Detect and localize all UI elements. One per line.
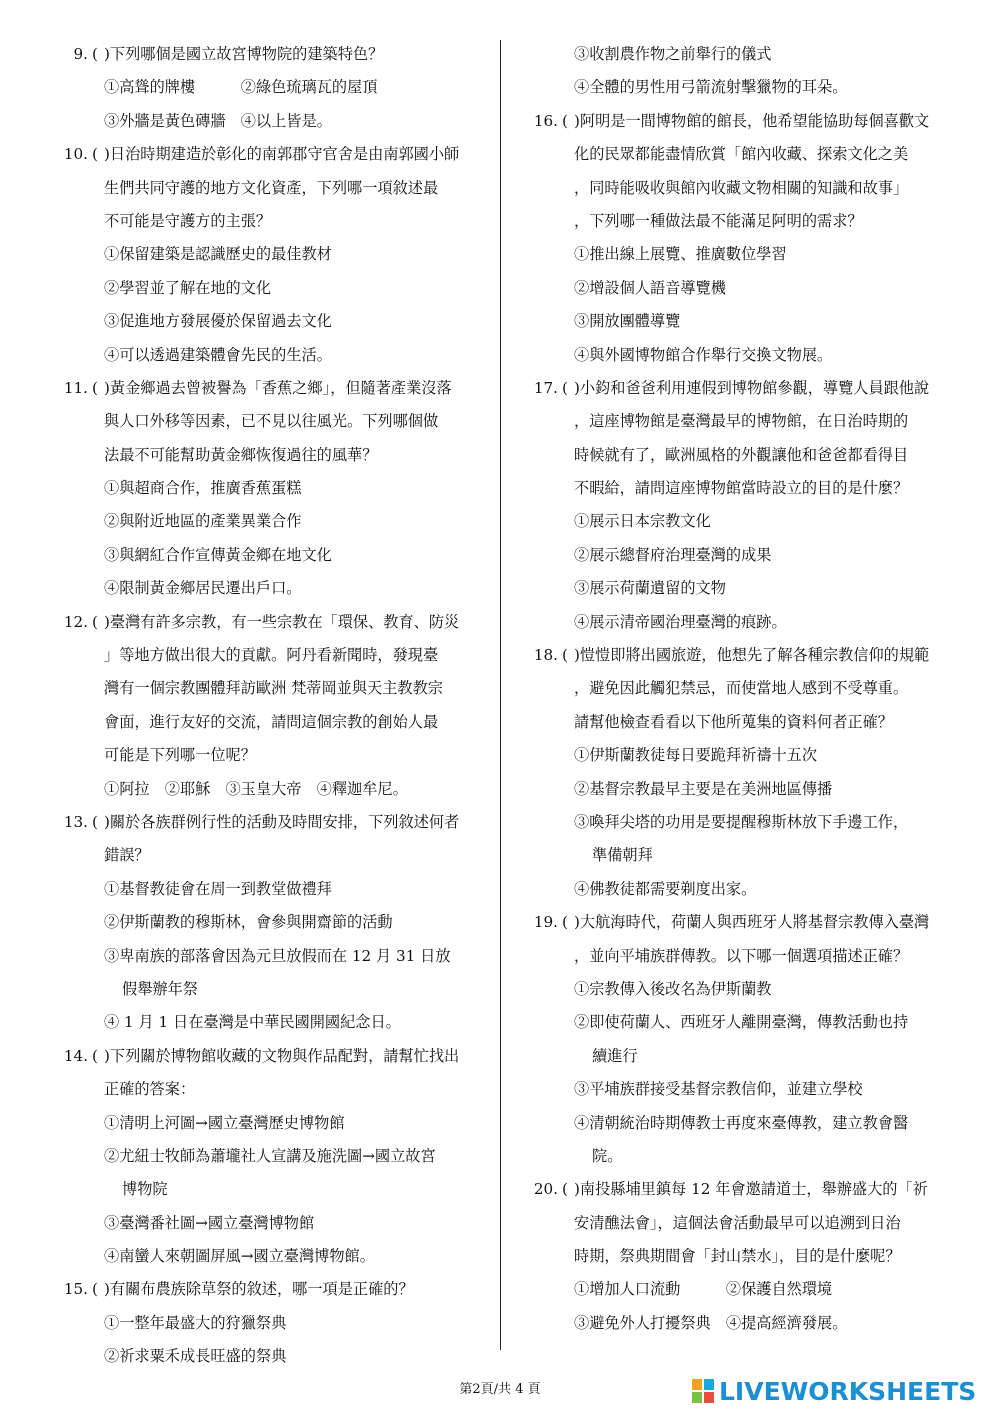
line-text: ④清朝統治時期傳教士再度來臺傳教，建立教會醫 [574, 1113, 909, 1132]
text-line [510, 706, 960, 739]
text-line [510, 1073, 960, 1106]
left-column [40, 38, 492, 1374]
answer-blank[interactable]: ( [562, 913, 568, 932]
line-text: ③平埔族群接受基督宗教信仰，並建立學校 [574, 1080, 863, 1099]
question-line [510, 1173, 960, 1206]
answer-blank[interactable]: ( [562, 378, 568, 397]
text-line [510, 773, 960, 806]
question-number-label: 20. [533, 1180, 558, 1199]
line-text: ②展示總督府治理臺灣的成果 [574, 545, 772, 564]
text-line [40, 739, 492, 772]
line-text: ③展示荷蘭遺留的文物 [574, 579, 726, 598]
text-line [510, 539, 960, 572]
column-divider [500, 40, 501, 1350]
text-line [510, 505, 960, 538]
text-line [40, 940, 492, 973]
text-line [40, 205, 492, 238]
text-line [40, 105, 492, 138]
answer-blank[interactable]: ( [562, 646, 568, 665]
question-number [40, 806, 104, 839]
text-line [510, 1006, 960, 1039]
text-line [510, 1107, 960, 1140]
text-line [510, 940, 960, 973]
text-line [510, 38, 960, 71]
line-text: ①一整年最盛大的狩獵祭典 [104, 1313, 287, 1332]
text-line [510, 1140, 960, 1173]
line-text: ③促進地方發展優於保留過去文化 [104, 312, 332, 331]
question-line [40, 806, 492, 839]
line-text: 不可能是守護方的主張？ [104, 211, 272, 230]
text-line [510, 973, 960, 1006]
text-line [510, 572, 960, 605]
text-line [510, 839, 960, 872]
line-text: 安清醮法會」，這個法會活動最早可以追溯到日治 [574, 1213, 901, 1232]
text-line [40, 1307, 492, 1340]
text-line [510, 439, 960, 472]
line-text: ，下列哪一種做法最不能滿足阿明的需求？ [574, 211, 863, 230]
question-line [510, 639, 960, 672]
page-number: 第2頁/共 4 頁 [459, 1382, 541, 1397]
line-text: ①伊斯蘭教徒每日要跪拜祈禱十五次 [574, 746, 817, 765]
line-text: 博物院 [122, 1180, 168, 1199]
line-text: 不暇給，請問這座博物館當時設立的目的是什麼？ [574, 479, 909, 498]
answer-blank[interactable]: ( [562, 1180, 568, 1199]
line-text: ②增設個人語音導覽機 [574, 278, 726, 297]
text-line [40, 639, 492, 672]
question-number-label: 12. [63, 612, 88, 631]
line-text: 化的民眾都能盡情欣賞「館內收藏、探索文化之美 [574, 145, 909, 164]
question-number-label: 11. [63, 378, 88, 397]
question-line [40, 38, 492, 71]
line-text: ②基督宗教最早主要是在美洲地區傳播 [574, 779, 833, 798]
line-text: ④展示清帝國治理臺灣的痕跡。 [574, 612, 787, 631]
text-line [40, 873, 492, 906]
question-text: )下列哪個是國立故宮博物院的建築特色？ [104, 45, 384, 63]
question-line [40, 138, 492, 171]
question-line [40, 1273, 492, 1306]
line-text: 假舉辦年祭 [122, 979, 198, 998]
line-text: 」等地方做出很大的貢獻。阿丹看新聞時，發現臺 [104, 646, 439, 665]
line-text: 時候就有了，歐洲風格的外觀讓他和爸爸都看得目 [574, 445, 909, 464]
line-text: ④南蠻人來朝圖屏風→國立臺灣博物館。 [104, 1247, 375, 1266]
question-number [40, 1273, 104, 1306]
text-line [510, 1307, 960, 1340]
text-line [40, 839, 492, 872]
answer-blank[interactable]: ( [92, 812, 98, 831]
text-line [40, 706, 492, 739]
question-number-label: 14. [63, 1046, 88, 1065]
line-text: ①保留建築是認識歷史的最佳教材 [104, 245, 332, 264]
text-line [510, 138, 960, 171]
text-line [40, 238, 492, 271]
line-text: ④佛教徒都需要剃度出家。 [574, 879, 757, 898]
line-text: ②學習並了解在地的文化 [104, 278, 272, 297]
line-text: ①推出線上展覽、推廣數位學習 [574, 245, 787, 264]
question-line [40, 1040, 492, 1073]
question-number-label: 10. [63, 145, 88, 164]
question-number [510, 906, 574, 939]
text-line [510, 1273, 960, 1306]
question-line [510, 105, 960, 138]
line-text: ②與附近地區的產業異業合作 [104, 512, 302, 531]
text-line [40, 1173, 492, 1206]
question-number [510, 1173, 574, 1206]
question-number [40, 138, 104, 171]
text-line [40, 405, 492, 438]
text-line [40, 472, 492, 505]
text-line [510, 71, 960, 104]
question-number-label: 16. [533, 111, 558, 130]
text-line [510, 405, 960, 438]
text-line [40, 1073, 492, 1106]
question-text: )南投縣埔里鎮每 12 年會邀請道士，舉辦盛大的「祈 [574, 1180, 928, 1199]
answer-blank[interactable]: ( [92, 45, 98, 63]
question-number-label: 19. [533, 913, 558, 932]
line-text: ③外牆是黃色磚牆 ④以上皆是。 [104, 111, 332, 130]
logo-text: LIVEWORKSHEETS [719, 1376, 977, 1406]
question-text: )有關布農族除草祭的敘述，哪一項是正確的？ [104, 1280, 414, 1299]
liveworksheets-logo [692, 1375, 976, 1407]
line-text: ③開放團體導覽 [574, 312, 681, 331]
line-text: ②尤紐士牧師為蕭壠社人宣講及施洗圖→國立故宮 [104, 1146, 436, 1165]
line-text: ④全體的男性用弓箭流射擊獵物的耳朵。 [574, 78, 848, 97]
line-text: ③臺灣番社圖→國立臺灣博物館 [104, 1213, 315, 1232]
line-text: ②即使荷蘭人、西班牙人離開臺灣，傳教活動也持 [574, 1013, 909, 1032]
line-text: 準備朝拜 [592, 846, 653, 865]
question-number [40, 1040, 104, 1073]
line-text: ③卑南族的部落會因為元旦放假而在 12 月 31 日放 [104, 946, 451, 965]
text-line [510, 472, 960, 505]
question-number [510, 105, 574, 138]
question-line [40, 372, 492, 405]
text-line [510, 238, 960, 271]
text-line [40, 439, 492, 472]
line-text: ④可以透過建築體會先民的生活。 [104, 345, 332, 364]
text-line [510, 1240, 960, 1273]
question-number-label: 15. [63, 1280, 88, 1299]
text-line [40, 305, 492, 338]
line-text: ②祈求粟禾成長旺盛的祭典 [104, 1347, 287, 1366]
line-text: ，並向平埔族群傳教。以下哪一個選項描述正確？ [574, 946, 909, 965]
text-line [510, 672, 960, 705]
text-line [40, 339, 492, 372]
text-line [510, 205, 960, 238]
text-line [40, 539, 492, 572]
line-text: ②伊斯蘭教的穆斯林，會參與開齋節的活動 [104, 913, 393, 932]
question-number [40, 372, 104, 405]
question-number [40, 38, 104, 71]
text-line [40, 973, 492, 1006]
line-text: ①基督教徒會在周一到教堂做禮拜 [104, 879, 332, 898]
answer-blank[interactable]: ( [562, 111, 568, 130]
answer-blank[interactable]: ( [92, 1046, 98, 1065]
line-text: 與人口外移等因素，已不見以往風光。下列哪個做 [104, 412, 439, 431]
line-text: ①與超商合作，推廣香蕉蛋糕 [104, 479, 302, 498]
text-line [510, 1207, 960, 1240]
line-text: 法最不可能幫助黃金鄉恢復過往的風華？ [104, 445, 378, 464]
line-text: ③避免外人打擾祭典 ④提高經濟發展。 [574, 1313, 848, 1332]
text-line [510, 806, 960, 839]
question-number-label: 9. [73, 45, 88, 63]
question-text: )小鈞和爸爸利用連假到博物館參觀，導覽人員跟他說 [574, 378, 930, 397]
text-line [40, 272, 492, 305]
question-number-label: 18. [533, 646, 558, 665]
question-text: )關於各族群例行性的活動及時間安排，下列敘述何者 [104, 812, 460, 831]
text-line [510, 739, 960, 772]
line-text: 生們共同守護的地方文化資產，下列哪一項敘述最 [104, 178, 439, 197]
text-line [510, 172, 960, 205]
line-text: ①高聳的牌樓 ②綠色琉璃瓦的屋頂 [104, 78, 378, 97]
question-text: )愷愷即將出國旅遊，他想先了解各種宗教信仰的規範 [574, 646, 930, 665]
text-line [40, 172, 492, 205]
line-text: 院。 [592, 1146, 623, 1165]
text-line [40, 773, 492, 806]
line-text: 可能是下列哪一位呢？ [104, 746, 256, 765]
line-text: 續進行 [592, 1046, 638, 1065]
line-text: ④與外國博物館合作舉行交換文物展。 [574, 345, 833, 364]
question-line [510, 906, 960, 939]
text-line [40, 1107, 492, 1140]
text-line [40, 1140, 492, 1173]
answer-blank[interactable]: ( [92, 1280, 98, 1299]
line-text: ③喚拜尖塔的功用是要提醒穆斯林放下手邊工作， [574, 812, 909, 831]
text-line [510, 272, 960, 305]
line-text: 灣有一個宗教團體拜訪歐洲 梵蒂岡並與天主教教宗 [104, 679, 443, 698]
question-text: )臺灣有許多宗教，有一些宗教在「環保、教育、防災 [104, 612, 460, 631]
question-number [510, 372, 574, 405]
text-line [510, 339, 960, 372]
line-text: ③收割農作物之前舉行的儀式 [574, 45, 772, 63]
line-text: ，避免因此觸犯禁忌，而使當地人感到不受尊重。 [574, 679, 909, 698]
question-text: )日治時期建造於彰化的南郭郡守官舍是由南郭國小師 [104, 145, 460, 164]
line-text: ①展示日本宗教文化 [574, 512, 711, 531]
answer-blank[interactable]: ( [92, 612, 98, 631]
question-line [510, 372, 960, 405]
line-text: ①阿拉 ②耶穌 ③玉皇大帝 ④釋迦牟尼。 [104, 779, 408, 798]
line-text: 時期，祭典期間會「封山禁水」，目的是什麼呢？ [574, 1247, 901, 1266]
question-number [510, 639, 574, 672]
question-line [40, 606, 492, 639]
text-line [510, 1040, 960, 1073]
question-number [40, 606, 104, 639]
line-text: ，同時能吸收與館內收藏文物相關的知識和故事」 [574, 178, 909, 197]
question-text: )黃金鄉過去曾被譽為「香蕉之鄉」，但隨著產業沒落 [104, 378, 452, 397]
text-line [40, 1006, 492, 1039]
line-text: 請幫他檢查看看以下他所蒐集的資料何者正確？ [574, 712, 893, 731]
line-text: 會面，進行友好的交流，請問這個宗教的創始人最 [104, 712, 439, 731]
line-text: ④限制黃金鄉居民遷出戶口。 [104, 579, 302, 598]
text-line [510, 606, 960, 639]
question-text: )阿明是一間博物館的館長，他希望能協助每個喜歡文 [574, 111, 930, 130]
text-line [510, 305, 960, 338]
question-number-label: 17. [533, 378, 558, 397]
answer-blank[interactable]: ( [92, 378, 98, 397]
text-line [40, 1340, 492, 1373]
line-text: ①清明上河圖→國立臺灣歷史博物館 [104, 1113, 345, 1132]
text-line [40, 71, 492, 104]
right-column [510, 38, 960, 1340]
question-text: )下列關於博物館收藏的文物與作品配對，請幫忙找出 [104, 1046, 460, 1065]
line-text: ③與網紅合作宣傳黃金鄉在地文化 [104, 545, 332, 564]
line-text: ①增加人口流動 ②保護自然環境 [574, 1280, 833, 1299]
answer-blank[interactable]: ( [92, 145, 98, 164]
question-text: )大航海時代，荷蘭人與西班牙人將基督宗教傳入臺灣 [574, 913, 930, 932]
line-text: ，這座博物館是臺灣最早的博物館，在日治時期的 [574, 412, 909, 431]
question-number-label: 13. [63, 812, 88, 831]
text-line [40, 906, 492, 939]
text-line [40, 1240, 492, 1273]
line-text: 錯誤？ [104, 846, 150, 865]
liveworksheets-logo-icon [692, 1379, 714, 1403]
text-line [40, 672, 492, 705]
text-line [40, 505, 492, 538]
line-text: ①宗教傳入後改名為伊斯蘭教 [574, 979, 772, 998]
text-line [40, 1207, 492, 1240]
text-line [40, 572, 492, 605]
line-text: ④ 1 月 1 日在臺灣是中華民國開國紀念日。 [104, 1013, 401, 1032]
line-text: 正確的答案： [104, 1080, 196, 1099]
text-line [510, 873, 960, 906]
